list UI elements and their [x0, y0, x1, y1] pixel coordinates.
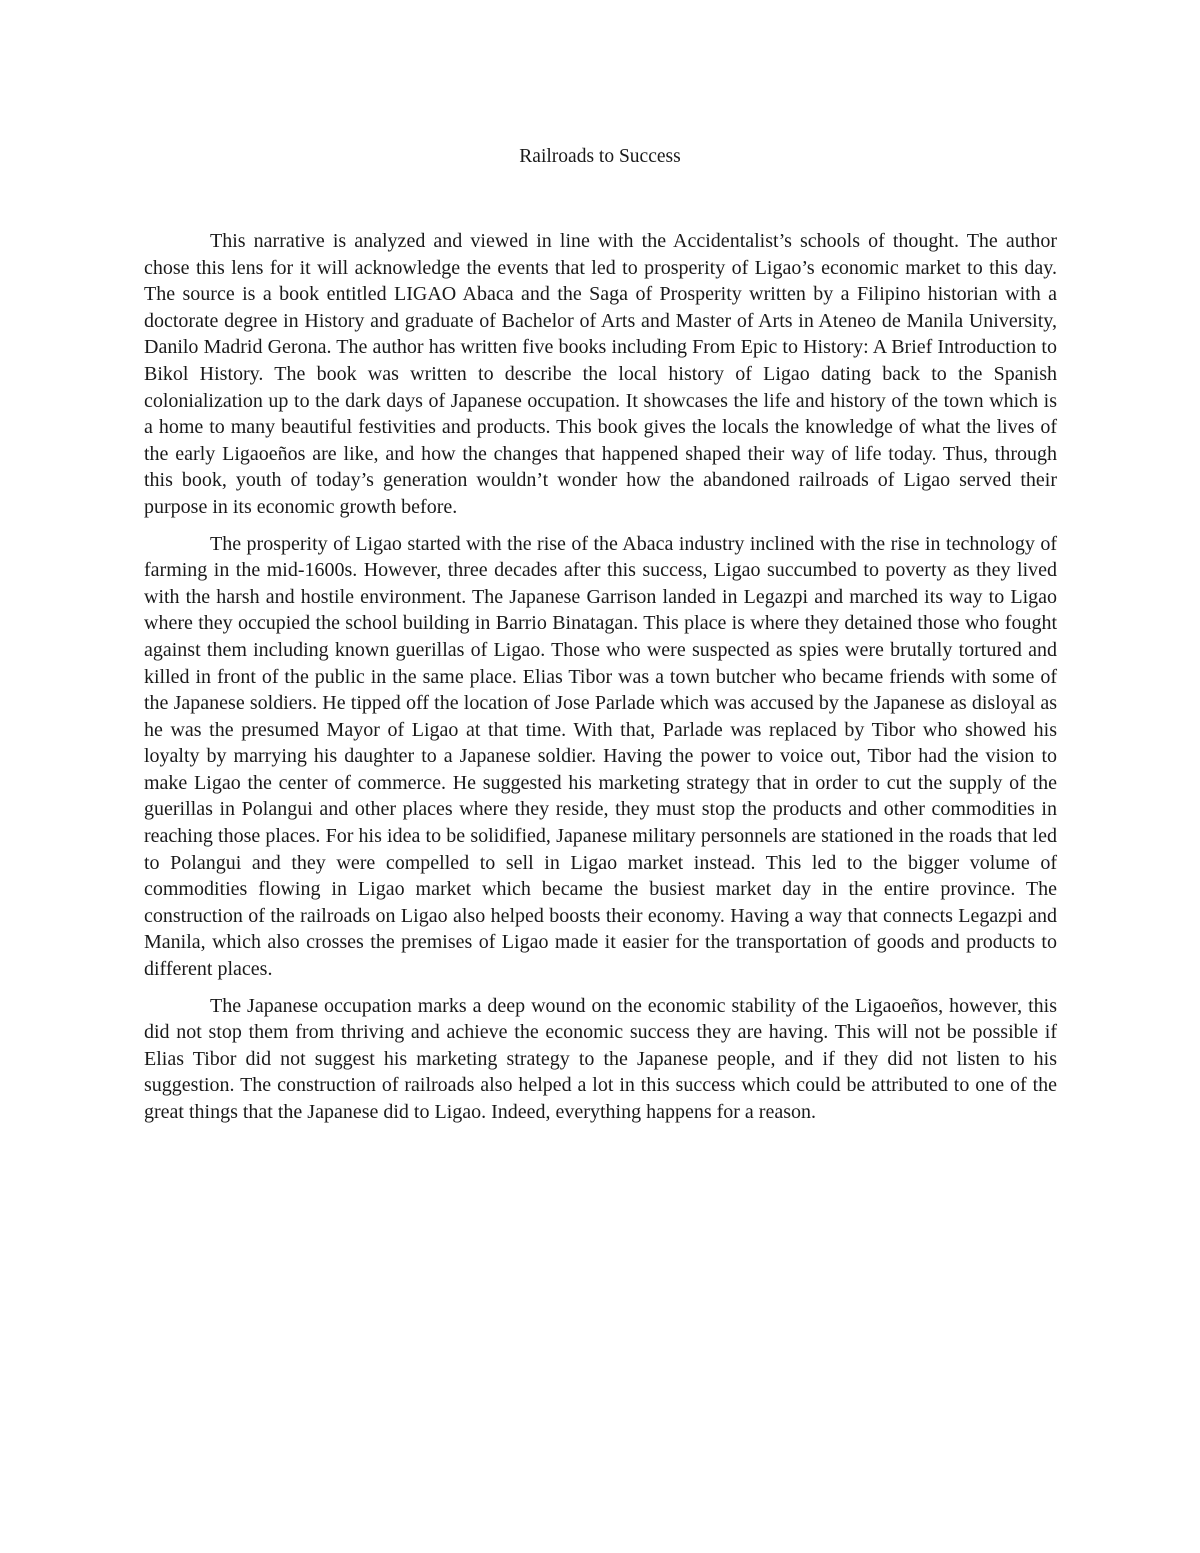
document-title: Railroads to Success: [519, 146, 681, 167]
paragraph-1: This narrative is analyzed and viewed in line with the Accidentalist’s schools of thought. The author chose this lens for it will acknowledge the events that led to prosperity of Ligao’s economic market to this day. The source is a book entitled LIGAO Abaca and the Saga of Prosperity written by a Filipino historian with a doctorate degree in History and graduate of Bachelor of Arts and Master of Arts in Ateneo de Manila University, Danilo Madrid Gerona. The author has written five books including From Epic to History: A Brief Introduction to Bikol History. The book was written to describe the local history of Ligao dating back to the Spanish colonialization up to the dark days of Japanese occupation. It showcases the life and history of the town which is a home to many beautiful festivities and products. This book gives the locals the knowledge of what the lives of the early Ligaoeños are like, and how the changes that happened shaped their way of life today. Thus, through this book, youth of today’s generation wouldn’t wonder how the abandoned railroads of Ligao served their purpose in its economic growth before.: [144, 230, 1057, 518]
document-body: [144, 228, 1057, 1136]
paragraph-3: The Japanese occupation marks a deep wound on the economic stability of the Ligaoeños, however, this did not stop them from thriving and achieve the economic success they are having. This will not be possible if Elias Tibor did not suggest his marketing strategy to the Japanese people, and if they did not listen to his suggestion. The construction of railroads also helped a lot in this success which could be attributed to one of the great things that the Japanese did to Ligao. Indeed, everything happens for a reason.: [144, 994, 1057, 1123]
paragraph-2: The prosperity of Ligao started with the rise of the Abaca industry inclined with the rise in technology of farming in the mid-1600s. However, three decades after this success, Ligao succumbed to poverty as they lived with the harsh and hostile environment. The Japanese Garrison landed in Legazpi and marched its way to Ligao where they occupied the school building in Barrio Binatagan. This place is where they detained those who fought against them including known guerillas of Ligao. Those who were suspected as spies were brutally tortured and killed in front of the public in the same place. Elias Tibor was a town butcher who became friends with some of the Japanese soldiers. He tipped off the location of Jose Parlade which was accused by the Japanese as disloyal as he was the presumed Mayor of Ligao at that time. With that, Parlade was replaced by Tibor who showed his loyalty by marrying his daughter to a Japanese soldier. Having the power to voice out, Tibor had the vision to make Ligao the center of commerce. He suggested his marketing strategy that in order to cut the supply of the guerillas in Polangui and other places where they reside, they must stop the products and other commodities in reaching those places. For his idea to be solidified, Japanese military personnels are stationed in the roads that led to Polangui and they were compelled to sell in Ligao market instead. This led to the bigger volume of commodities flowing in Ligao market which became the busiest market day in the entire province. The construction of the railroads on Ligao also helped boosts their economy. Having a way that connects Legazpi and Manila, which also crosses the premises of Ligao made it easier for the transportation of goods and products to different places.: [144, 532, 1057, 981]
